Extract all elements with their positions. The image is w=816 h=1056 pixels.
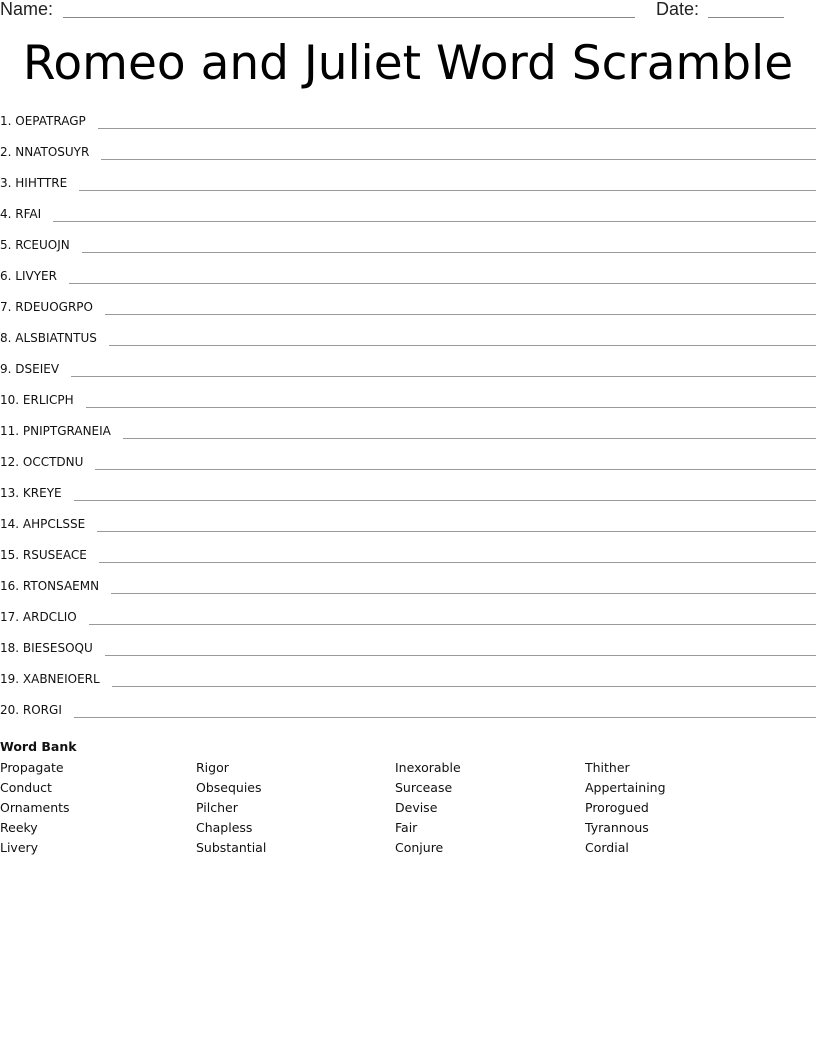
scrambled-word: 2. NNATOSUYR — [0, 145, 90, 159]
word-bank-word: Tyrannous — [585, 820, 649, 835]
name-date-header — [0, 0, 816, 24]
word-bank-word: Ornaments — [0, 800, 70, 815]
scramble-item — [0, 482, 816, 513]
name-line[interactable] — [63, 17, 635, 18]
answer-line[interactable] — [95, 452, 816, 470]
word-bank-word: Substantial — [196, 840, 267, 855]
scramble-item — [0, 358, 816, 389]
scrambled-word: 10. ERLICPH — [0, 393, 74, 407]
scramble-item — [0, 203, 816, 234]
scramble-item — [0, 327, 816, 358]
scramble-item — [0, 575, 816, 606]
word-bank-word: Surcease — [395, 780, 453, 795]
scrambled-word: 19. XABNEIOERL — [0, 672, 100, 686]
scrambled-word: 20. RORGI — [0, 703, 62, 717]
scrambled-word: 17. ARDCLIO — [0, 610, 77, 624]
word-bank-word: Livery — [0, 840, 39, 855]
date-label: Date: — [656, 0, 700, 19]
scramble-item — [0, 265, 816, 296]
scramble-item — [0, 110, 816, 141]
word-bank-word: Inexorable — [395, 760, 461, 775]
word-bank-word: Cordial — [585, 840, 629, 855]
answer-line[interactable] — [101, 142, 816, 160]
scrambled-word: 4. RFAI — [0, 207, 42, 221]
word-bank-column — [395, 758, 461, 858]
word-bank-word: Propagate — [0, 760, 64, 775]
answer-line[interactable] — [79, 173, 816, 191]
scrambled-word: 7. RDEUOGRPO — [0, 300, 93, 314]
answer-line[interactable] — [105, 638, 816, 656]
scramble-list — [0, 110, 816, 730]
answer-line[interactable] — [89, 607, 816, 625]
scrambled-word: 5. RCEUOJN — [0, 238, 70, 252]
scramble-item — [0, 699, 816, 730]
scrambled-word: 1. OEPATRAGP — [0, 114, 86, 128]
scrambled-word: 6. LIVYER — [0, 269, 57, 283]
scramble-item — [0, 668, 816, 699]
name-label: Name: — [0, 0, 54, 19]
scrambled-word: 15. RSUSEACE — [0, 548, 87, 562]
date-line[interactable] — [708, 17, 784, 18]
word-bank-word: Obsequies — [196, 780, 262, 795]
scramble-item — [0, 606, 816, 637]
scrambled-word: 11. PNIPTGRANEIA — [0, 424, 111, 438]
scrambled-word: 18. BIESESOQU — [0, 641, 93, 655]
answer-line[interactable] — [98, 111, 816, 129]
answer-line[interactable] — [123, 421, 816, 439]
scramble-item — [0, 234, 816, 265]
word-bank-word: Appertaining — [585, 780, 666, 795]
scramble-item — [0, 637, 816, 668]
word-bank-word: Conduct — [0, 780, 52, 795]
answer-line[interactable] — [53, 204, 816, 222]
word-bank-word: Prorogued — [585, 800, 649, 815]
answer-line[interactable] — [74, 700, 816, 718]
scramble-item — [0, 513, 816, 544]
word-bank-title: Word Bank — [0, 739, 77, 754]
page-title: Romeo and Juliet Word Scramble — [22, 36, 794, 91]
word-bank-word: Fair — [395, 820, 418, 835]
answer-line[interactable] — [74, 483, 816, 501]
answer-line[interactable] — [105, 297, 816, 315]
word-bank-word: Pilcher — [196, 800, 238, 815]
answer-line[interactable] — [111, 576, 816, 594]
word-bank-word: Chapless — [196, 820, 253, 835]
scramble-item — [0, 172, 816, 203]
answer-line[interactable] — [97, 514, 816, 532]
scrambled-word: 16. RTONSAEMN — [0, 579, 100, 593]
answer-line[interactable] — [99, 545, 816, 563]
scrambled-word: 9. DSEIEV — [0, 362, 60, 376]
answer-line[interactable] — [82, 235, 816, 253]
word-bank-word: Devise — [395, 800, 438, 815]
scramble-item — [0, 296, 816, 327]
scrambled-word: 8. ALSBIATNTUS — [0, 331, 97, 345]
word-bank-word: Rigor — [196, 760, 229, 775]
scramble-item — [0, 420, 816, 451]
scramble-item — [0, 389, 816, 420]
answer-line[interactable] — [112, 669, 816, 687]
answer-line[interactable] — [71, 359, 816, 377]
scrambled-word: 14. AHPCLSSE — [0, 517, 86, 531]
scramble-item — [0, 141, 816, 172]
word-bank-word: Reeky — [0, 820, 38, 835]
word-bank-word: Conjure — [395, 840, 444, 855]
scrambled-word: 12. OCCTDNU — [0, 455, 84, 469]
scramble-item — [0, 451, 816, 482]
answer-line[interactable] — [69, 266, 816, 284]
scrambled-word: 13. KREYE — [0, 486, 62, 500]
word-bank-word: Thither — [585, 760, 630, 775]
scrambled-word: 3. HIHTTRE — [0, 176, 68, 190]
answer-line[interactable] — [109, 328, 816, 346]
answer-line[interactable] — [86, 390, 816, 408]
word-bank-column — [0, 758, 70, 858]
scramble-item — [0, 544, 816, 575]
word-bank-column — [196, 758, 266, 858]
word-bank-column — [585, 758, 666, 858]
